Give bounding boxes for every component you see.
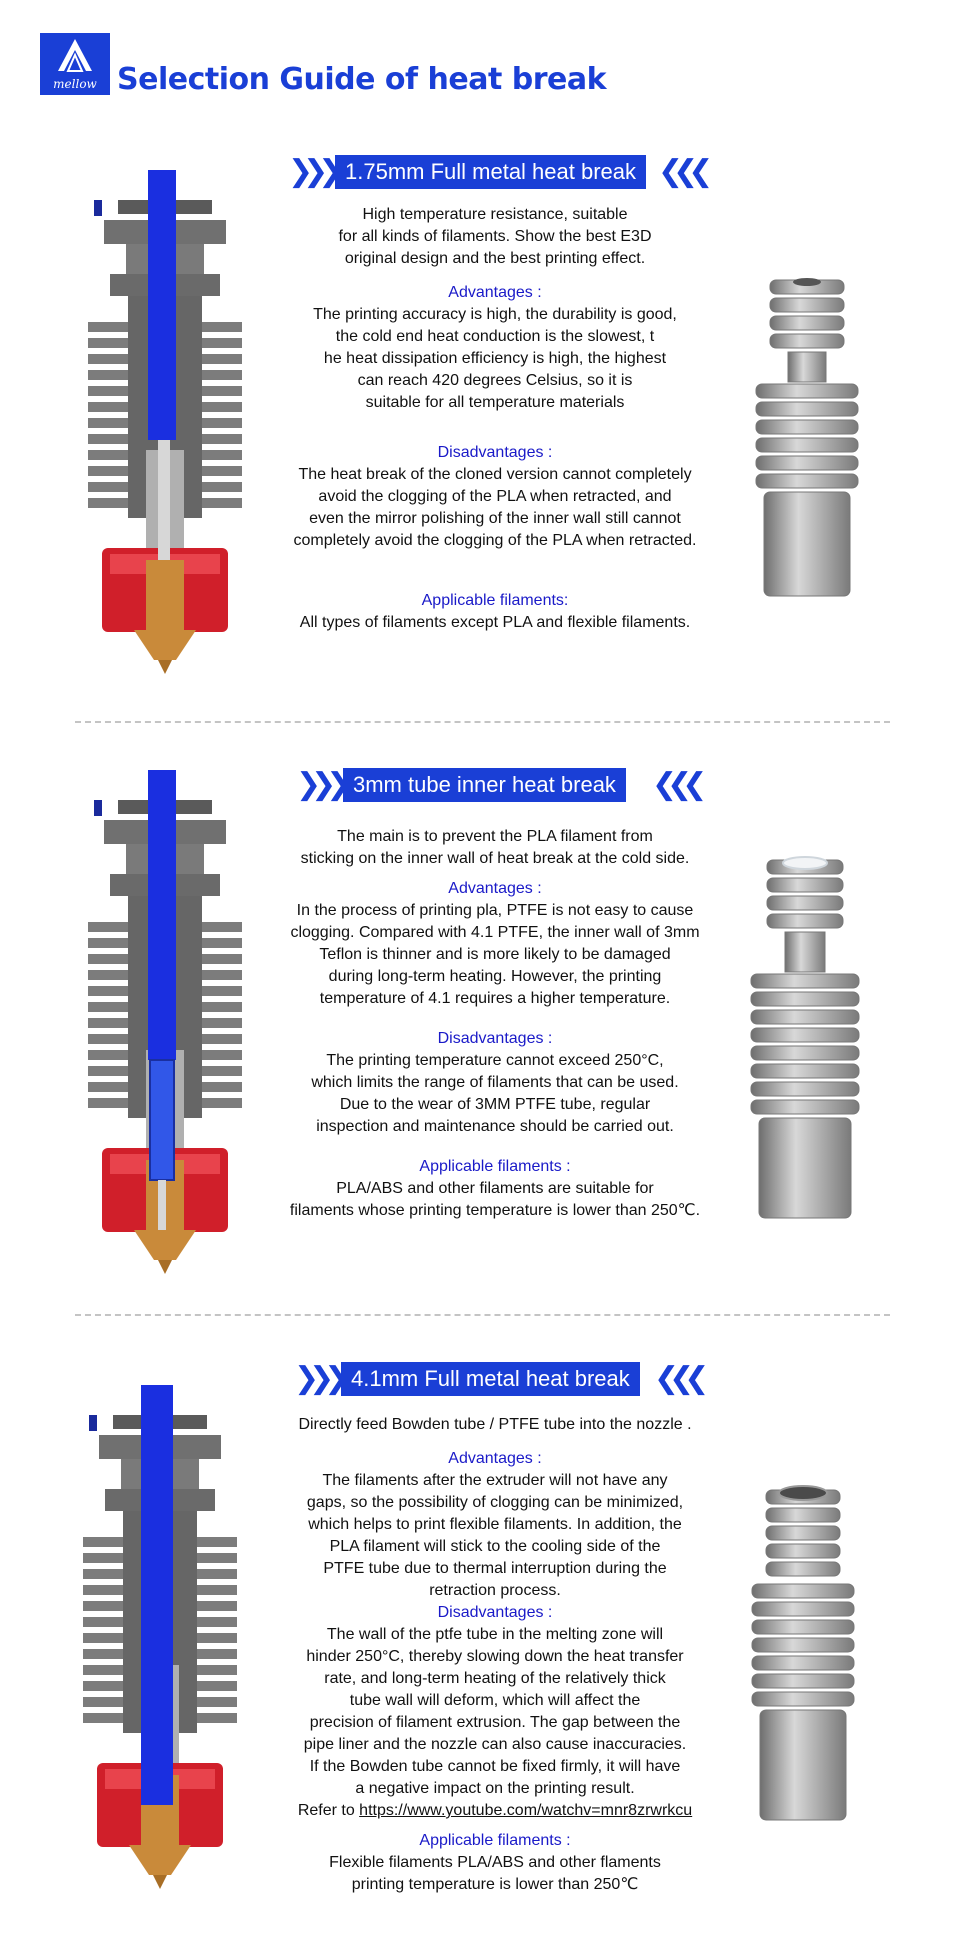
disadvantages-label: Disadvantages :: [437, 1604, 553, 1621]
chevrons-left-icon: ❯❯❯: [296, 767, 342, 802]
disadvantages-line: avoid the clogging of the PLA when retracted, and: [318, 488, 672, 505]
disadvantages-line: tube wall will deform, which will affect the: [349, 1692, 641, 1709]
refer-line: [250, 1800, 740, 1822]
heat-break-photo-icon: [745, 852, 865, 1232]
text-column: [255, 204, 735, 634]
section-divider: [75, 1314, 890, 1316]
advantages-line: PTFE tube due to thermal interruption during the: [323, 1560, 667, 1577]
chevrons-right-icon: ❮❮❮: [654, 1361, 700, 1396]
disadvantages-line: precision of filament extrusion. The gap between the: [309, 1714, 681, 1731]
disadvantages-line: hinder 250°C, thereby slowing down the heat transfer: [306, 1648, 684, 1665]
disadvantages-label: Disadvantages :: [437, 1030, 553, 1047]
intro-line: High temperature resistance, suitable: [362, 206, 628, 223]
logo-text: mellow: [53, 77, 97, 91]
disadvantages-line: pipe liner and the nozzle can also cause inaccuracies.: [303, 1736, 687, 1753]
advantages-line: which helps to print flexible filaments. In addition, the: [308, 1516, 682, 1533]
intro-line: Directly feed Bowden tube / PTFE tube into the nozzle .: [298, 1416, 692, 1433]
youtube-link[interactable]: https://www.youtube.com/watchv=mnr8zrwrkcu: [359, 1802, 693, 1819]
mellow-logo: [40, 33, 110, 95]
advantages-line: PLA filament will stick to the cooling side of the: [329, 1538, 661, 1555]
section-divider: [75, 721, 890, 723]
advantages-label: Advantages :: [448, 1450, 542, 1467]
refer-prefix: Refer to: [297, 1802, 360, 1819]
section-title: 1.75mm Full metal heat break: [335, 155, 646, 189]
disadvantages-line: The wall of the ptfe tube in the melting zone will: [326, 1626, 664, 1643]
advantages-line: retraction process.: [429, 1582, 561, 1599]
hotend-diagram-icon: [75, 1385, 245, 1905]
heat-break-photo-icon: [752, 272, 862, 602]
text-column: [250, 1414, 740, 1896]
text-column: [250, 826, 740, 1222]
intro-line: The main is to prevent the PLA filament from: [337, 828, 653, 845]
chevrons-right-icon: ❮❮❮: [658, 154, 704, 189]
filaments-line: Flexible filaments PLA/ABS and other flaments: [329, 1854, 661, 1871]
advantages-line: temperature of 4.1 requires a higher temperature.: [319, 990, 671, 1007]
advantages-line: during long-term heating. However, the printing: [328, 968, 662, 985]
advantages-label: Advantages :: [448, 880, 542, 897]
heat-break-photo-icon: [748, 1482, 858, 1832]
advantages-line: the cold end heat conduction is the slowest, t: [335, 328, 655, 345]
disadvantages-line: The heat break of the cloned version cannot completely: [298, 466, 692, 483]
disadvantages-line: a negative impact on the printing result.: [355, 1780, 635, 1797]
disadvantages-line: If the Bowden tube cannot be fixed firmly, it will have: [309, 1758, 681, 1775]
page-title: Selection Guide of heat break: [117, 62, 607, 97]
chevrons-left-icon: ❯❯❯: [294, 1361, 340, 1396]
disadvantages-line: inspection and maintenance should be carried out.: [316, 1118, 674, 1135]
advantages-label: Advantages :: [448, 284, 542, 301]
advantages-line: Teflon is thinner and is more likely to be damaged: [319, 946, 671, 963]
advantages-line: In the process of printing pla, PTFE is not easy to cause: [296, 902, 694, 919]
advantages-line: he heat dissipation efficiency is high, the highest: [323, 350, 667, 367]
advantages-line: gaps, so the possibility of clogging can be minimized,: [306, 1494, 684, 1511]
advantages-line: The filaments after the extruder will not have any: [322, 1472, 668, 1489]
advantages-line: The printing accuracy is high, the durability is good,: [313, 306, 677, 323]
intro-line: original design and the best printing effect.: [344, 250, 646, 267]
section-title: 3mm tube inner heat break: [343, 768, 626, 802]
filaments-label: Applicable filaments :: [419, 1832, 571, 1849]
chevrons-left-icon: ❯❯❯: [288, 154, 334, 189]
hotend-diagram-icon: [80, 170, 250, 690]
disadvantages-line: The printing temperature cannot exceed 250°C,: [326, 1052, 664, 1069]
filaments-line: printing temperature is lower than 250℃: [351, 1876, 639, 1893]
chevrons-right-icon: ❮❮❮: [652, 767, 698, 802]
disadvantages-line: completely avoid the clogging of the PLA when retracted.: [293, 532, 697, 549]
filaments-label: Applicable filaments :: [419, 1158, 571, 1175]
advantages-line: can reach 420 degrees Celsius, so it is: [357, 372, 633, 389]
intro-line: for all kinds of filaments. Show the best E3D: [338, 228, 652, 245]
advantages-line: clogging. Compared with 4.1 PTFE, the inner wall of 3mm: [290, 924, 700, 941]
hotend-diagram-icon: [80, 770, 250, 1290]
filaments-line: filaments whose printing temperature is lower than 250℃.: [289, 1202, 701, 1219]
disadvantages-line: which limits the range of filaments that can be used.: [311, 1074, 679, 1091]
intro-line: sticking on the inner wall of heat break at the cold side.: [300, 850, 690, 867]
section-title: 4.1mm Full metal heat break: [341, 1362, 640, 1396]
disadvantages-line: rate, and long-term heating of the relatively thick: [324, 1670, 666, 1687]
disadvantages-line: even the mirror polishing of the inner wall still cannot: [309, 510, 681, 527]
disadvantages-label: Disadvantages :: [437, 444, 553, 461]
filaments-line: All types of filaments except PLA and flexible filaments.: [299, 614, 691, 631]
filaments-label: Applicable filaments:: [421, 592, 569, 609]
disadvantages-line: Due to the wear of 3MM PTFE tube, regular: [339, 1096, 651, 1113]
filaments-line: PLA/ABS and other filaments are suitable for: [336, 1180, 654, 1197]
advantages-line: suitable for all temperature materials: [365, 394, 625, 411]
